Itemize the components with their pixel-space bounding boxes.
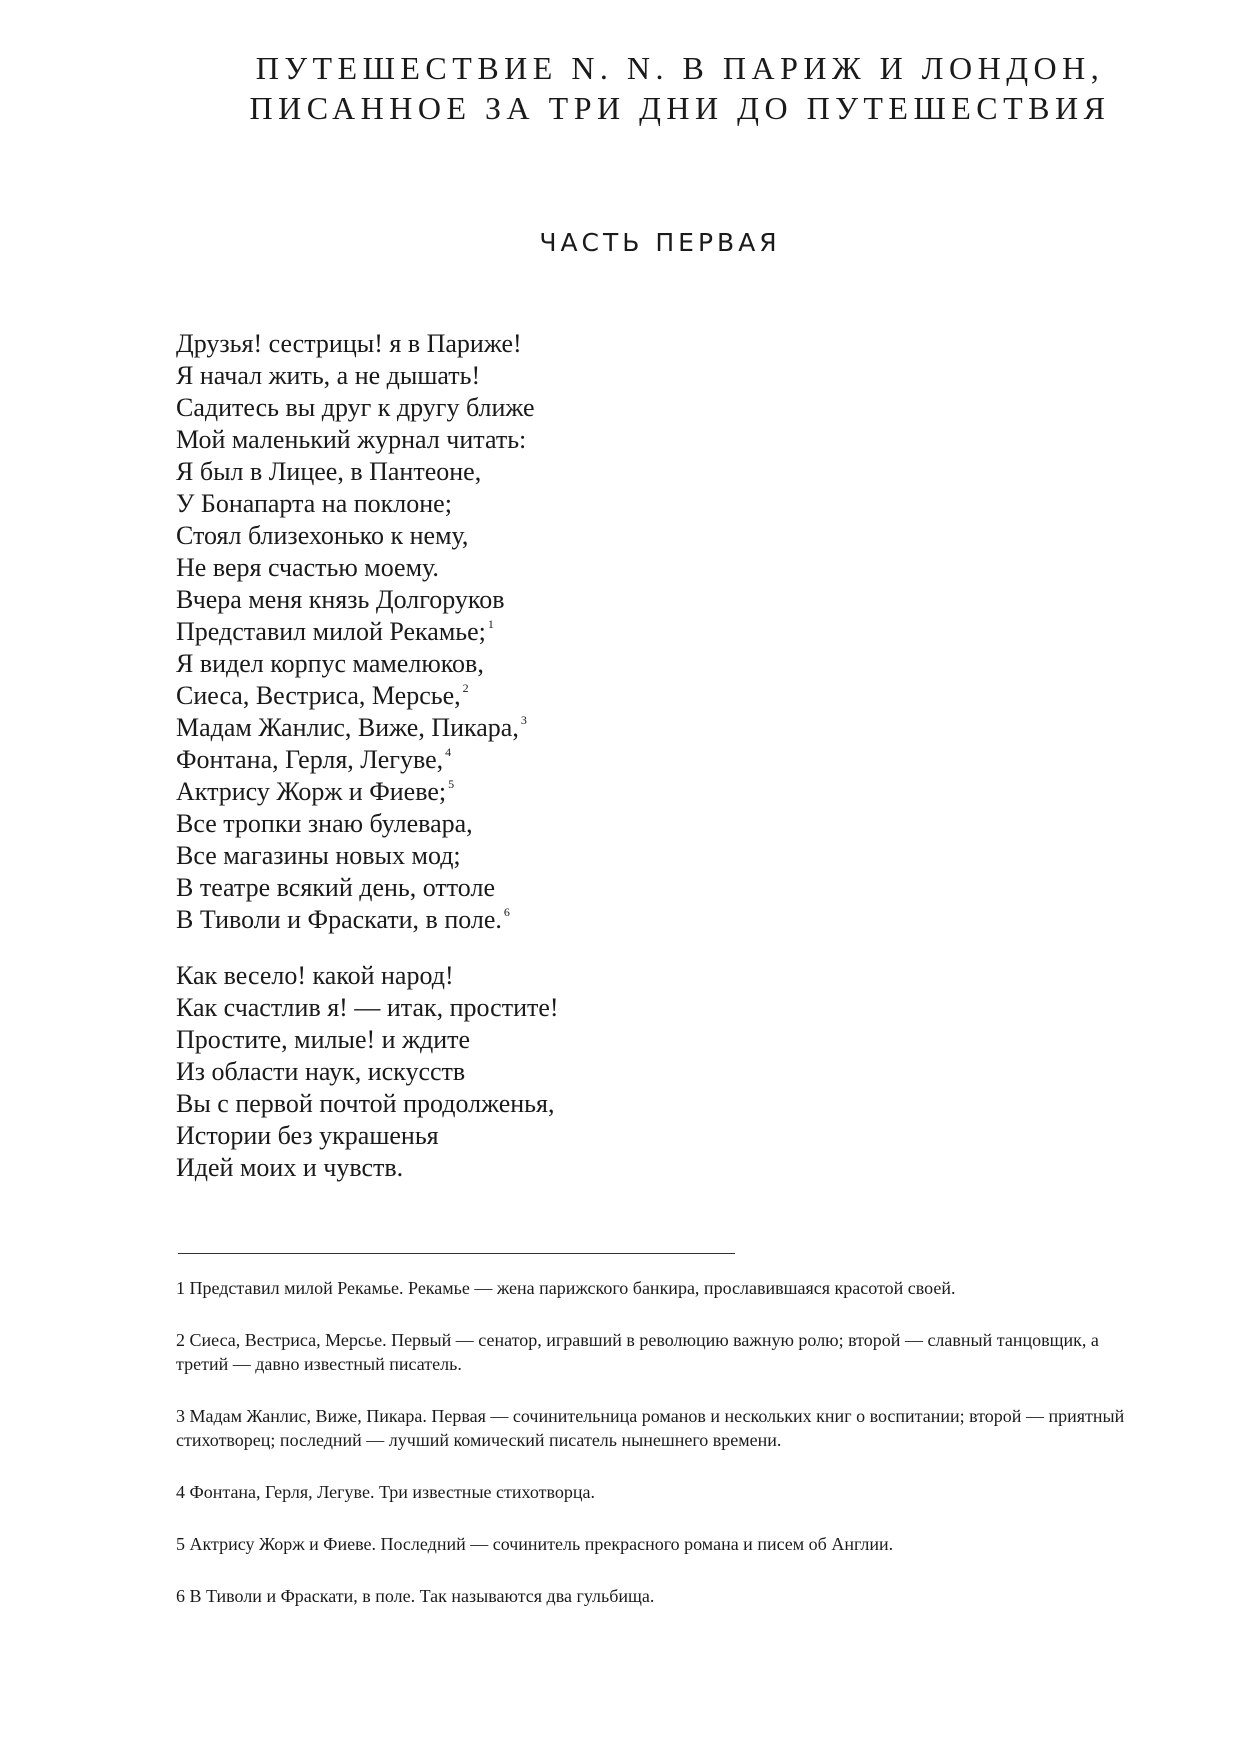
footnotes bbox=[176, 1276, 1136, 1608]
poem-line bbox=[176, 712, 1076, 744]
poem-line-text: Вы с первой почтой продолженья, bbox=[176, 1089, 555, 1118]
poem-line-text: Все тропки знаю булевара, bbox=[176, 809, 473, 838]
poem-line-text: Друзья! сестрицы! я в Париже! bbox=[176, 329, 522, 358]
poem-line bbox=[176, 488, 1076, 520]
poem-line-text: Все магазины новых мод; bbox=[176, 841, 461, 870]
footnote: 6 В Тиволи и Фраскати, в поле. Так называются два гульбища. bbox=[176, 1586, 655, 1606]
poem-line bbox=[176, 328, 1076, 360]
poem-line bbox=[176, 960, 1076, 992]
poem-line bbox=[176, 744, 1076, 776]
poem-line-text: Я был в Лицее, в Пантеоне, bbox=[176, 457, 482, 486]
poem-line bbox=[176, 1120, 1076, 1152]
footnote-marker[interactable]: 6 bbox=[503, 905, 510, 919]
poem-line bbox=[176, 808, 1076, 840]
poem-line bbox=[176, 584, 1076, 616]
poem-line-text: Мой маленький журнал читать: bbox=[176, 425, 527, 454]
poem-line bbox=[176, 552, 1076, 584]
poem-line bbox=[176, 776, 1076, 808]
poem-line bbox=[176, 872, 1076, 904]
poem-line-text: Я видел корпус мамелюков, bbox=[176, 649, 484, 678]
poem-line bbox=[176, 1152, 1076, 1184]
poem-line-text: Идей моих и чувств. bbox=[176, 1153, 404, 1182]
part-title: ЧАСТЬ ПЕРВАЯ bbox=[539, 228, 781, 257]
poem-line-text: Простите, милые! и ждите bbox=[176, 1025, 471, 1054]
poem-line-text: Из области наук, искусств bbox=[176, 1057, 466, 1086]
poem-line bbox=[176, 520, 1076, 552]
poem-line-text: В Тиволи и Фраскати, в поле. bbox=[176, 905, 502, 934]
footnote-divider bbox=[178, 1253, 735, 1254]
poem-line bbox=[176, 360, 1076, 392]
footnote: 4 Фонтана, Герля, Легуве. Три известные стихотворца. bbox=[176, 1482, 595, 1502]
footnote: 5 Актрису Жорж и Фиеве. Последний — сочинитель прекрасного романа и писем об Англии. bbox=[176, 1534, 894, 1554]
poem-line-text: Стоял близехонько к нему, bbox=[176, 521, 469, 550]
poem-line-text: Мадам Жанлис, Виже, Пикара, bbox=[176, 713, 519, 742]
poem-line-text: Я начал жить, а не дышать! bbox=[176, 361, 481, 390]
poem-line bbox=[176, 840, 1076, 872]
document-title bbox=[180, 48, 1180, 128]
poem-line-text: Представил милой Рекамье; bbox=[176, 617, 486, 646]
poem-line bbox=[176, 424, 1076, 456]
poem-line-text: В театре всякий день, оттоле bbox=[176, 873, 495, 902]
title-line-1: ПУТЕШЕСТВИЕ N. N. В ПАРИЖ И ЛОНДОН, bbox=[255, 50, 1105, 86]
poem-line-text: Истории без украшенья bbox=[176, 1121, 439, 1150]
footnote-marker[interactable]: 5 bbox=[448, 777, 455, 791]
footnote-marker[interactable]: 1 bbox=[487, 617, 494, 631]
footnote-marker[interactable]: 4 bbox=[445, 745, 452, 759]
poem-line-text: Как счастлив я! — итак, простите! bbox=[176, 993, 559, 1022]
poem-line-text: Актрису Жорж и Фиеве; bbox=[176, 777, 447, 806]
stanza bbox=[176, 960, 1076, 1184]
stanza bbox=[176, 328, 1076, 936]
poem-line bbox=[176, 456, 1076, 488]
poem-line-text: Как весело! какой народ! bbox=[176, 961, 454, 990]
poem-line bbox=[176, 392, 1076, 424]
poem-line-text: У Бонапарта на поклоне; bbox=[176, 489, 452, 518]
footnote: 3 Мадам Жанлис, Виже, Пикара. Первая — сочинительница романов и нескольких книг о воспитании; второй — приятный стихотворец; последний — лучший комический писатель нынешнего времени. bbox=[176, 1406, 1125, 1450]
poem-line-text: Сиеса, Вестриса, Мерсье, bbox=[176, 681, 461, 710]
poem-line-text: Фонтана, Герля, Легуве, bbox=[176, 745, 444, 774]
footnote-marker[interactable]: 2 bbox=[462, 681, 469, 695]
poem-line bbox=[176, 1088, 1076, 1120]
poem-line bbox=[176, 1056, 1076, 1088]
poem-line-text: Садитесь вы друг к другу ближе bbox=[176, 393, 535, 422]
poem-body bbox=[176, 328, 1076, 1184]
title-line-2: ПИСАННОЕ ЗА ТРИ ДНИ ДО ПУТЕШЕСТВИЯ bbox=[249, 90, 1111, 126]
poem-line bbox=[176, 680, 1076, 712]
poem-line bbox=[176, 1024, 1076, 1056]
footnote: 1 Представил милой Рекамье. Рекамье — жена парижского банкира, прославившаяся красотой своей. bbox=[176, 1278, 956, 1298]
poem-line bbox=[176, 616, 1076, 648]
poem-line-text: Не веря счастью моему. bbox=[176, 553, 439, 582]
poem-line bbox=[176, 904, 1076, 936]
poem-line-text: Вчера меня князь Долгоруков bbox=[176, 585, 505, 614]
poem-line bbox=[176, 648, 1076, 680]
footnote-marker[interactable]: 3 bbox=[520, 713, 527, 727]
footnote: 2 Сиеса, Вестриса, Мерсье. Первый — сенатор, игравший в революцию важную ролю; второй — славный танцовщик, а третий — давно известный писатель. bbox=[176, 1330, 1099, 1374]
poem-line bbox=[176, 992, 1076, 1024]
